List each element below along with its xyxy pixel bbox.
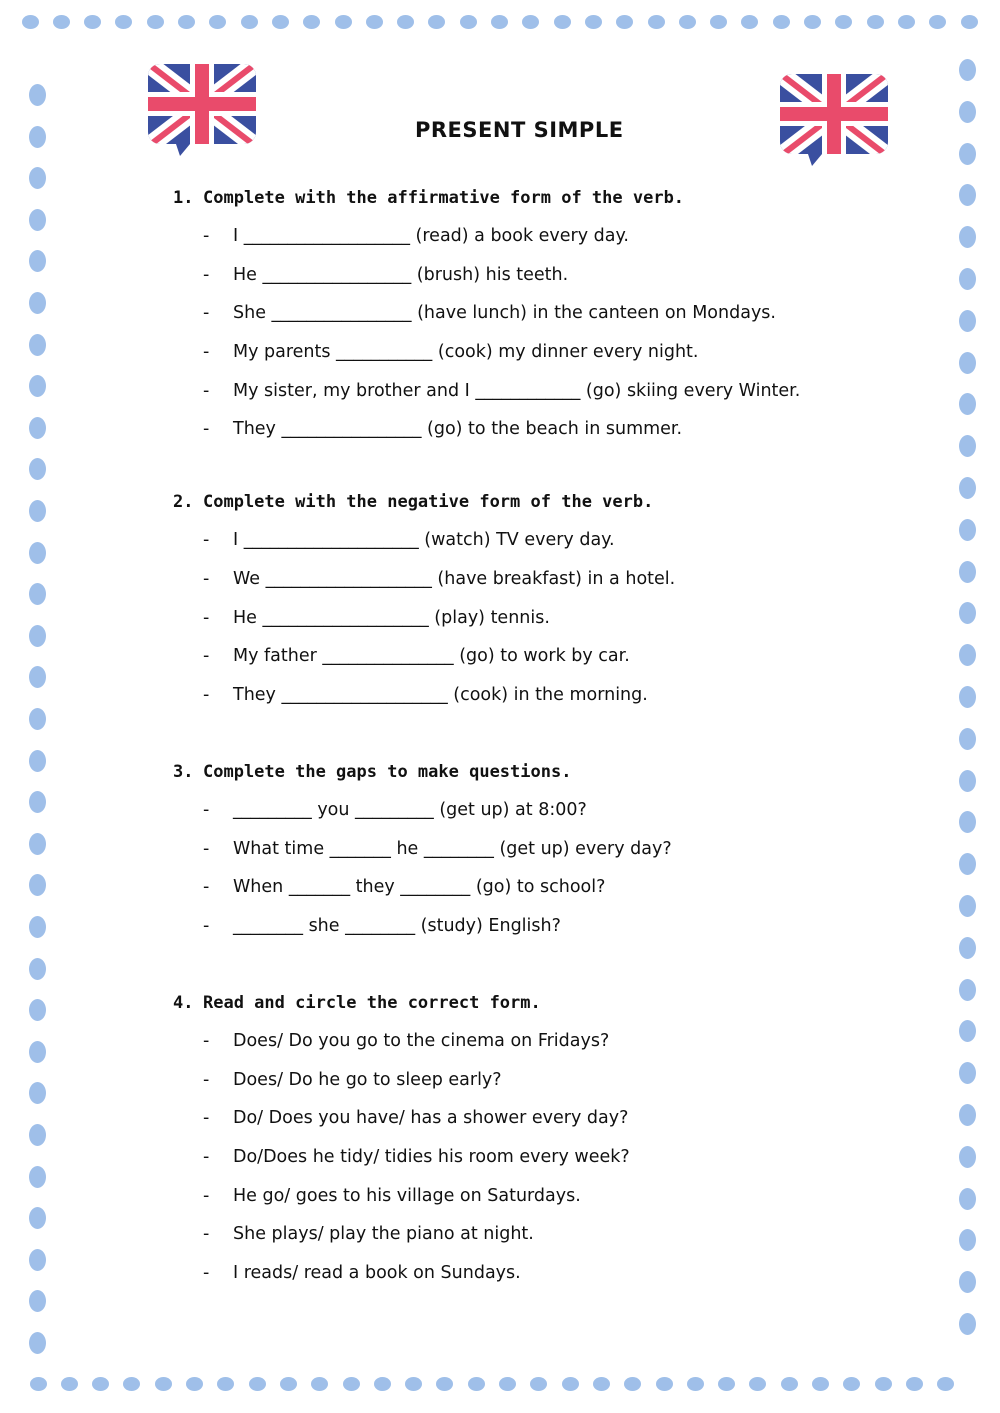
- border-dot: [123, 1377, 140, 1391]
- border-dot: [29, 750, 46, 772]
- border-dot: [303, 15, 320, 29]
- border-dot: [29, 583, 46, 605]
- border-dot: [959, 1229, 976, 1251]
- border-dot: [959, 979, 976, 1001]
- border-dot: [773, 15, 790, 29]
- border-dot: [718, 1377, 735, 1391]
- list-item: [203, 569, 675, 589]
- border-dot: [29, 791, 46, 813]
- section-number: 2.: [173, 492, 194, 512]
- list-item: [203, 1031, 609, 1051]
- item-text: My parents ___________ (cook) my dinner every night.: [233, 342, 699, 362]
- border-dot: [585, 15, 602, 29]
- border-dot: [29, 874, 46, 896]
- border-dot: [280, 1377, 297, 1391]
- border-dot: [959, 728, 976, 750]
- bullet: -: [203, 1070, 210, 1090]
- list-item: [203, 839, 672, 859]
- border-dot: [898, 15, 915, 29]
- list-item: [203, 1263, 521, 1283]
- border-dot: [959, 895, 976, 917]
- border-dot: [241, 15, 258, 29]
- bullet: -: [203, 877, 210, 897]
- border-dot: [959, 143, 976, 165]
- bullet: -: [203, 226, 210, 246]
- section-3-title: [173, 762, 571, 782]
- border-dot: [29, 84, 46, 106]
- list-item: [203, 1108, 628, 1128]
- item-text: I reads/ read a book on Sundays.: [233, 1263, 521, 1283]
- border-dot: [616, 15, 633, 29]
- section-instruction: Read and circle the correct form.: [203, 993, 541, 1013]
- border-dot: [959, 561, 976, 583]
- bullet: -: [203, 1031, 210, 1051]
- border-dot: [530, 1377, 547, 1391]
- border-dot: [147, 15, 164, 29]
- border-dot: [562, 1377, 579, 1391]
- border-dot: [959, 1020, 976, 1042]
- border-dot: [959, 937, 976, 959]
- border-dot: [178, 15, 195, 29]
- border-dot: [835, 15, 852, 29]
- border-dot: [959, 1188, 976, 1210]
- border-dot: [812, 1377, 829, 1391]
- border-dot: [374, 1377, 391, 1391]
- border-dot: [209, 15, 226, 29]
- border-dot: [959, 519, 976, 541]
- list-item: [203, 1147, 630, 1167]
- list-item: [203, 916, 561, 936]
- border-dot: [29, 375, 46, 397]
- border-dot: [867, 15, 884, 29]
- border-dot: [29, 1166, 46, 1188]
- border-dot: [491, 15, 508, 29]
- border-dot: [593, 1377, 610, 1391]
- border-dot: [749, 1377, 766, 1391]
- list-item: [203, 342, 699, 362]
- border-dot: [959, 1146, 976, 1168]
- section-instruction: Complete the gaps to make questions.: [203, 762, 572, 782]
- border-dot: [29, 1332, 46, 1354]
- border-dot: [959, 268, 976, 290]
- border-dot: [29, 250, 46, 272]
- section-number: 4.: [173, 993, 194, 1013]
- item-text: We ___________________ (have breakfast) in a hotel.: [233, 569, 676, 589]
- union-jack-flag-icon-left: [146, 62, 258, 158]
- border-dot: [554, 15, 571, 29]
- bullet: -: [203, 608, 210, 628]
- border-dot: [53, 15, 70, 29]
- border-dot: [29, 1207, 46, 1229]
- border-dot: [648, 15, 665, 29]
- border-dot: [843, 1377, 860, 1391]
- border-dot: [84, 15, 101, 29]
- border-dot: [29, 542, 46, 564]
- list-item: [203, 419, 682, 439]
- item-text: Do/Does he tidy/ tidies his room every week?: [233, 1147, 630, 1167]
- list-item: [203, 1070, 502, 1090]
- border-dot: [959, 477, 976, 499]
- list-item: [203, 877, 605, 897]
- item-text: I ___________________ (read) a book every day.: [233, 226, 629, 246]
- item-text: They ___________________ (cook) in the morning.: [233, 685, 648, 705]
- border-dot: [29, 833, 46, 855]
- bullet: -: [203, 265, 210, 285]
- bullet: -: [203, 1224, 210, 1244]
- border-dot: [155, 1377, 172, 1391]
- item-text: ________ she ________ (study) English?: [233, 916, 561, 936]
- item-text: Does/ Do you go to the cinema on Fridays?: [233, 1031, 610, 1051]
- border-dot: [959, 1062, 976, 1084]
- list-item: [203, 530, 615, 550]
- section-2-title: [173, 492, 653, 512]
- border-dot: [428, 15, 445, 29]
- border-dot: [217, 1377, 234, 1391]
- border-dot: [929, 15, 946, 29]
- border-dot: [29, 167, 46, 189]
- border-dot: [959, 644, 976, 666]
- border-dot: [959, 602, 976, 624]
- border-dot: [781, 1377, 798, 1391]
- border-dot: [460, 15, 477, 29]
- section-instruction: Complete with the affirmative form of the verb.: [203, 188, 685, 208]
- bullet: -: [203, 916, 210, 936]
- border-dot: [875, 1377, 892, 1391]
- list-item: [203, 800, 587, 820]
- border-dot: [959, 59, 976, 81]
- border-dot: [741, 15, 758, 29]
- bullet: -: [203, 800, 210, 820]
- border-dot: [959, 310, 976, 332]
- border-dot: [29, 417, 46, 439]
- border-dot: [92, 1377, 109, 1391]
- border-dot: [29, 1249, 46, 1271]
- section-4-title: [173, 993, 541, 1013]
- border-dot: [906, 1377, 923, 1391]
- border-dot: [522, 15, 539, 29]
- border-dot: [61, 1377, 78, 1391]
- border-dot: [499, 1377, 516, 1391]
- border-dot: [959, 770, 976, 792]
- bullet: -: [203, 1147, 210, 1167]
- list-item: [203, 265, 568, 285]
- union-jack-flag-icon-right: [778, 72, 890, 168]
- border-dot: [468, 1377, 485, 1391]
- list-item: [203, 381, 800, 401]
- list-item: [203, 685, 648, 705]
- border-dot: [624, 1377, 641, 1391]
- border-dot: [249, 1377, 266, 1391]
- border-dot: [961, 15, 978, 29]
- item-text: My father _______________ (go) to work by car.: [233, 646, 630, 666]
- border-dot: [436, 1377, 453, 1391]
- list-item: [203, 303, 776, 323]
- border-dot: [115, 15, 132, 29]
- border-dot: [959, 1313, 976, 1335]
- border-dot: [22, 15, 39, 29]
- border-dot: [656, 1377, 673, 1391]
- bullet: -: [203, 1108, 210, 1128]
- list-item: [203, 1224, 534, 1244]
- section-number: 1.: [173, 188, 194, 208]
- bullet: -: [203, 381, 210, 401]
- border-dot: [29, 999, 46, 1021]
- border-dot: [804, 15, 821, 29]
- border-dot: [679, 15, 696, 29]
- item-text: Do/ Does you have/ has a shower every day?: [233, 1108, 629, 1128]
- border-dot: [29, 334, 46, 356]
- border-dot: [959, 226, 976, 248]
- bullet: -: [203, 1263, 210, 1283]
- border-dot: [29, 625, 46, 647]
- list-item: [203, 646, 630, 666]
- page-title: PRESENT SIMPLE: [415, 118, 624, 142]
- border-dot: [29, 1290, 46, 1312]
- border-dot: [959, 393, 976, 415]
- bullet: -: [203, 419, 210, 439]
- item-text: _________ you _________ (get up) at 8:00?: [233, 800, 587, 820]
- bullet: -: [203, 646, 210, 666]
- section-1-title: [173, 188, 684, 208]
- bullet: -: [203, 1186, 210, 1206]
- item-text: They ________________ (go) to the beach in summer.: [233, 419, 683, 439]
- border-dot: [366, 15, 383, 29]
- bullet: -: [203, 839, 210, 859]
- border-dot: [959, 101, 976, 123]
- bullet: -: [203, 303, 210, 323]
- border-dot: [29, 958, 46, 980]
- item-text: I ____________________ (watch) TV every day.: [233, 530, 615, 550]
- item-text: He _________________ (brush) his teeth.: [233, 265, 569, 285]
- border-dot: [959, 853, 976, 875]
- border-dot: [687, 1377, 704, 1391]
- item-text: He ___________________ (play) tennis.: [233, 608, 550, 628]
- list-item: [203, 226, 629, 246]
- item-text: He go/ goes to his village on Saturdays.: [233, 1186, 581, 1206]
- section-instruction: Complete with the negative form of the verb.: [203, 492, 654, 512]
- border-dot: [272, 15, 289, 29]
- border-dot: [186, 1377, 203, 1391]
- border-dot: [405, 1377, 422, 1391]
- item-text: She plays/ play the piano at night.: [233, 1224, 534, 1244]
- border-dot: [959, 811, 976, 833]
- item-text: She ________________ (have lunch) in the canteen on Mondays.: [233, 303, 776, 323]
- border-dot: [959, 352, 976, 374]
- border-dot: [29, 458, 46, 480]
- border-dot: [959, 686, 976, 708]
- border-dot: [343, 1377, 360, 1391]
- border-dot: [29, 292, 46, 314]
- item-text: What time _______ he ________ (get up) every day?: [233, 839, 672, 859]
- border-dot: [30, 1377, 47, 1391]
- border-dot: [959, 1104, 976, 1126]
- border-dot: [29, 126, 46, 148]
- list-item: [203, 608, 550, 628]
- border-dot: [29, 500, 46, 522]
- item-text: My sister, my brother and I ____________ (go) skiing every Winter.: [233, 381, 801, 401]
- border-dot: [397, 15, 414, 29]
- border-dot: [29, 916, 46, 938]
- border-dot: [29, 209, 46, 231]
- border-dot: [710, 15, 727, 29]
- border-dot: [29, 1124, 46, 1146]
- border-dot: [959, 435, 976, 457]
- border-dot: [29, 708, 46, 730]
- item-text: When _______ they ________ (go) to school?: [233, 877, 606, 897]
- bullet: -: [203, 685, 210, 705]
- border-dot: [29, 1041, 46, 1063]
- bullet: -: [203, 530, 210, 550]
- section-number: 3.: [173, 762, 194, 782]
- list-item: [203, 1186, 581, 1206]
- bullet: -: [203, 569, 210, 589]
- border-dot: [335, 15, 352, 29]
- border-dot: [311, 1377, 328, 1391]
- border-dot: [29, 666, 46, 688]
- border-dot: [29, 1082, 46, 1104]
- bullet: -: [203, 342, 210, 362]
- border-dot: [959, 1271, 976, 1293]
- border-dot: [937, 1377, 954, 1391]
- item-text: Does/ Do he go to sleep early?: [233, 1070, 502, 1090]
- border-dot: [959, 184, 976, 206]
